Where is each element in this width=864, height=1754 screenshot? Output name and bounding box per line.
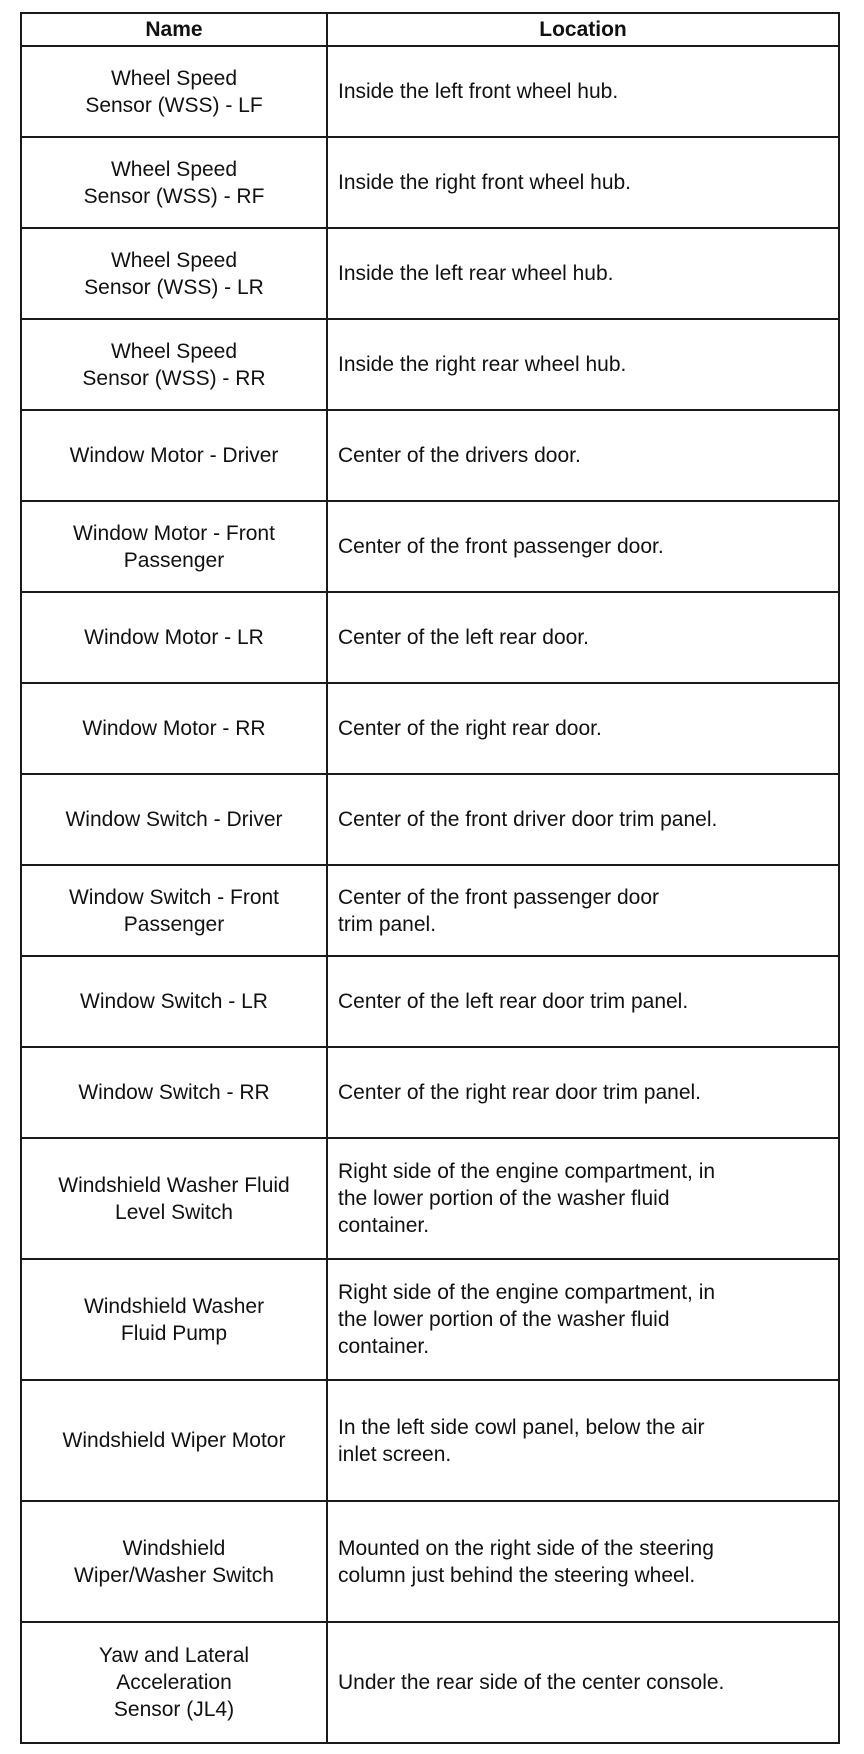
table-row <box>21 1501 839 1622</box>
component-location-line: Under the rear side of the center console. <box>338 1671 725 1694</box>
component-location-cell <box>327 774 839 865</box>
table-row <box>21 774 839 865</box>
component-name-line: Sensor (JL4) <box>113 1698 235 1721</box>
table-body <box>21 46 839 1743</box>
component-name-line: Sensor (WSS) - LR <box>84 275 264 299</box>
component-location-cell <box>327 228 839 319</box>
component-name-line: Fluid Pump <box>120 1321 228 1345</box>
component-name-cell <box>21 46 327 137</box>
component-name-line: Sensor (WSS) - RR <box>82 366 266 390</box>
component-location-line: Right side of the engine compartment, in <box>338 1281 716 1304</box>
component-location-line: Inside the right rear wheel hub. <box>338 353 627 376</box>
table-row <box>21 1138 839 1259</box>
component-name-line: Passenger <box>123 548 225 572</box>
component-location-cell <box>327 1501 839 1622</box>
component-location-line: the lower portion of the washer fluid <box>338 1187 670 1210</box>
component-name-line: Window Switch - LR <box>80 990 268 1013</box>
component-location-cell <box>327 137 839 228</box>
table-row <box>21 1259 839 1380</box>
component-location-cell <box>327 501 839 592</box>
component-location-line: Center of the drivers door. <box>338 444 581 467</box>
table-row <box>21 137 839 228</box>
table-row <box>21 228 839 319</box>
header-row <box>21 13 839 46</box>
component-location-cell <box>327 410 839 501</box>
component-location-line: Center of the front driver door trim panel. <box>338 808 718 831</box>
component-name-cell <box>21 1047 327 1138</box>
component-name-line: Wheel Speed <box>110 339 238 363</box>
component-location-cell <box>327 1622 839 1743</box>
component-name-cell <box>21 501 327 592</box>
component-name-cell <box>21 1622 327 1743</box>
component-location-cell <box>327 956 839 1047</box>
component-name-cell <box>21 1380 327 1501</box>
component-name-cell <box>21 683 327 774</box>
table-row <box>21 501 839 592</box>
component-location-line: column just behind the steering wheel. <box>338 1563 696 1587</box>
component-name-line: Wiper/Washer Switch <box>74 1563 274 1587</box>
component-name-line: Wheel Speed <box>110 248 238 272</box>
component-location-line: Mounted on the right side of the steering <box>338 1536 714 1560</box>
component-location-line: container. <box>338 1335 430 1358</box>
component-name-cell <box>21 319 327 410</box>
table-row <box>21 1380 839 1501</box>
component-name-cell <box>21 1138 327 1259</box>
component-name-cell <box>21 865 327 956</box>
table-row <box>21 1047 839 1138</box>
component-name-line: Windshield Wiper Motor <box>62 1429 286 1452</box>
component-location-cell <box>327 865 839 956</box>
component-name-line: Window Motor - RR <box>82 717 266 740</box>
component-name-cell <box>21 1501 327 1622</box>
component-name-line: Window Motor - LR <box>84 626 264 649</box>
component-location-line: Center of the right rear door. <box>338 717 602 740</box>
component-name-line: Window Motor - Front <box>73 521 275 545</box>
table-row <box>21 410 839 501</box>
component-location-line: Center of the front passenger door. <box>338 535 664 558</box>
component-location-line: Inside the left rear wheel hub. <box>338 262 614 285</box>
component-name-cell <box>21 1259 327 1380</box>
component-location-line: Center of the left rear door. <box>338 626 589 649</box>
component-location-line: Center of the front passenger door <box>338 885 660 909</box>
component-name-cell <box>21 774 327 865</box>
component-location-line: In the left side cowl panel, below the air <box>338 1415 705 1439</box>
component-location-cell <box>327 1047 839 1138</box>
component-name-line: Windshield Washer Fluid <box>58 1173 290 1197</box>
table-row <box>21 956 839 1047</box>
component-location-line: Center of the right rear door trim panel. <box>338 1081 702 1104</box>
table-row <box>21 683 839 774</box>
component-name-line: Wheel Speed <box>110 157 238 181</box>
component-location-line: the lower portion of the washer fluid <box>338 1308 670 1331</box>
location-column-header: Location <box>327 13 839 46</box>
component-location-line: Center of the left rear door trim panel. <box>338 990 689 1013</box>
component-name-line: Window Motor - Driver <box>69 444 279 467</box>
component-name-cell <box>21 228 327 319</box>
component-location-cell <box>327 1138 839 1259</box>
component-location-line: container. <box>338 1214 430 1237</box>
component-name-cell <box>21 956 327 1047</box>
component-name-line: Wheel Speed <box>110 66 238 90</box>
component-location-table <box>20 12 840 1744</box>
component-location-cell <box>327 1259 839 1380</box>
component-name-line: Acceleration <box>116 1671 232 1694</box>
component-name-cell <box>21 137 327 228</box>
component-name-line: Yaw and Lateral <box>98 1644 250 1667</box>
component-name-line: Windshield <box>122 1536 226 1560</box>
component-name-line: Window Switch - Front <box>68 885 280 909</box>
component-location-line: inlet screen. <box>338 1442 452 1466</box>
table-row <box>21 46 839 137</box>
component-location-line: Right side of the engine compartment, in <box>338 1160 716 1183</box>
table-row <box>21 1622 839 1743</box>
component-name-line: Sensor (WSS) - LF <box>85 93 263 117</box>
component-name-line: Sensor (WSS) - RF <box>83 184 265 208</box>
table-row <box>21 319 839 410</box>
component-location-line: Inside the left front wheel hub. <box>338 80 619 103</box>
component-location-cell <box>327 1380 839 1501</box>
component-name-line: Level Switch <box>115 1200 233 1224</box>
component-name-cell <box>21 592 327 683</box>
table-row <box>21 592 839 683</box>
component-location-line: trim panel. <box>338 912 437 936</box>
component-location-line: Inside the right front wheel hub. <box>338 171 632 194</box>
table-row <box>21 865 839 956</box>
component-name-cell <box>21 410 327 501</box>
name-column-header: Name <box>21 13 327 46</box>
component-location-cell <box>327 683 839 774</box>
component-location-cell <box>327 319 839 410</box>
component-name-line: Window Switch - Driver <box>65 808 283 831</box>
component-name-line: Window Switch - RR <box>78 1081 270 1104</box>
component-location-cell <box>327 46 839 137</box>
component-location-cell <box>327 592 839 683</box>
component-name-line: Passenger <box>123 912 225 936</box>
component-name-line: Windshield Washer <box>83 1294 265 1318</box>
